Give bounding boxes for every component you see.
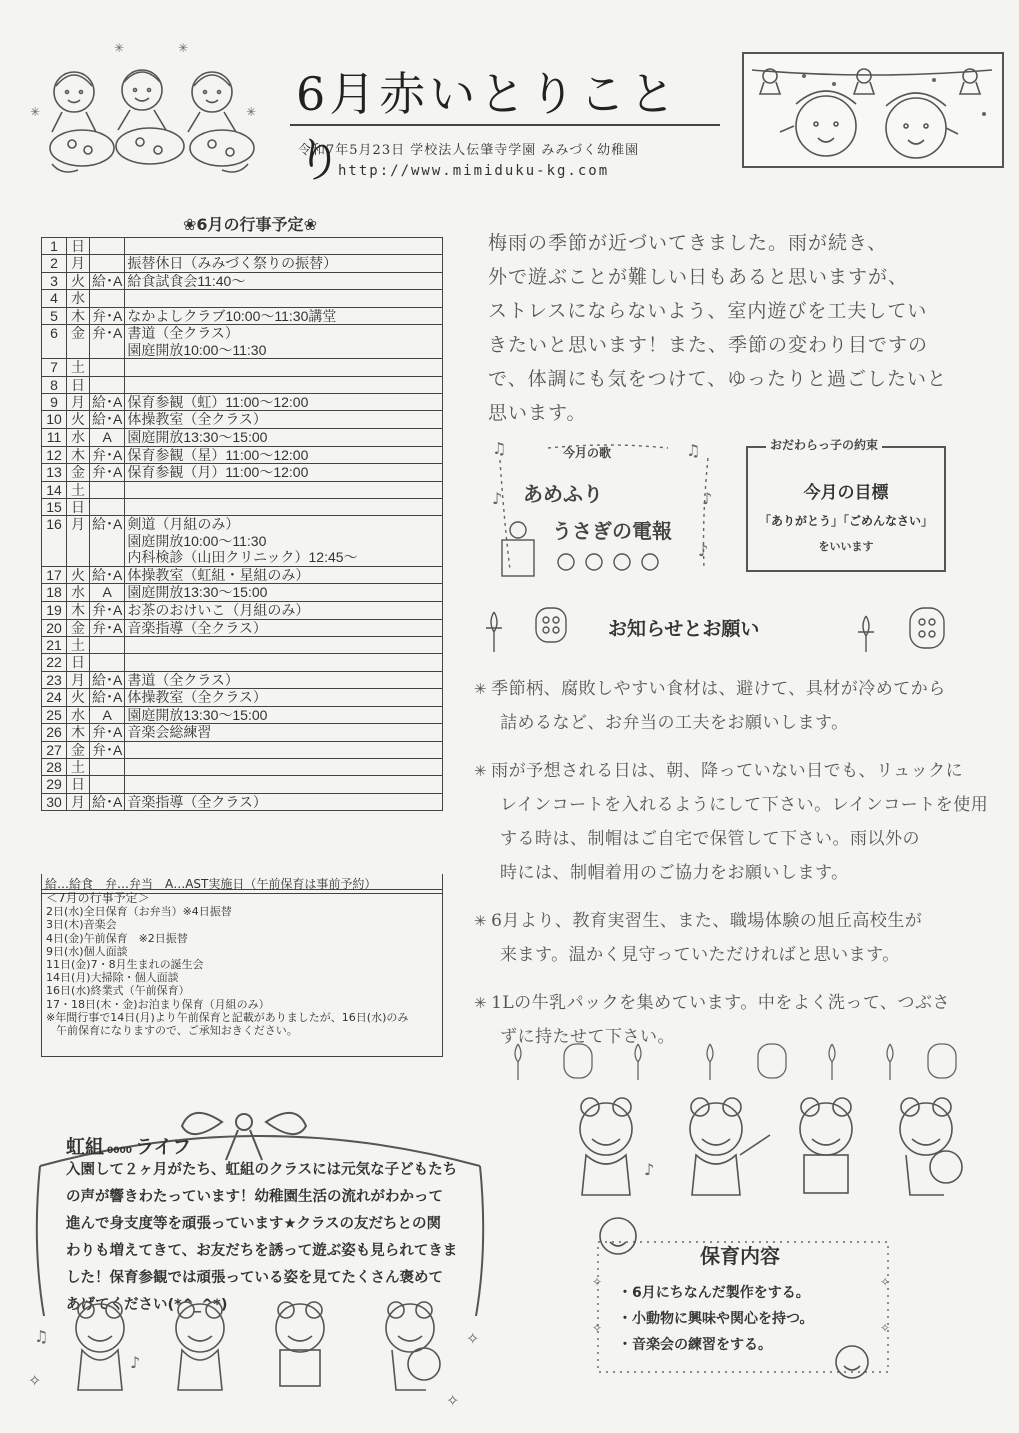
message-line: きたいと思います！また、季節の変わり目ですの [488, 334, 929, 356]
schedule-meal: A [90, 706, 125, 724]
schedule-weekday: 土 [67, 359, 90, 376]
schedule-event: 音楽指導（全クラス） [127, 793, 267, 810]
notices-list [474, 672, 994, 1068]
svg-text:♪: ♪ [130, 1353, 141, 1372]
schedule-row [42, 464, 443, 482]
class-life-line: した！保育参観では頑張っている姿を見てたくさん褒めて [66, 1270, 443, 1286]
july-item: 16日(水)終業式（午前保育） [46, 984, 190, 998]
schedule-events [125, 619, 443, 637]
svg-text:✧: ✧ [28, 1371, 42, 1390]
schedule-weekday: 水 [67, 706, 90, 724]
schedule-row [42, 619, 443, 637]
schedule-event: 園庭開放13:30～15:00 [127, 706, 268, 723]
notice-item [474, 904, 994, 972]
svg-text:✧: ✧ [466, 1329, 480, 1348]
schedule-day: 4 [42, 290, 67, 307]
schedule-meal: 弁･A [90, 724, 125, 742]
schedule-events [125, 689, 443, 707]
goal-text: 「ありがとう」「ごめんなさい」 [758, 514, 933, 528]
goal-text-continued: をいいます [818, 540, 874, 553]
schedule-meal [90, 654, 125, 671]
schedule-row [42, 481, 443, 498]
schedule-events [125, 376, 443, 393]
svg-text:✳: ✳ [246, 105, 257, 119]
schedule-legend: 給…給食 弁…弁当 A…AST実施日（午前保育は事前予約） [41, 874, 443, 894]
schedule-day: 15 [42, 498, 67, 515]
schedule-meal: 弁･A [90, 602, 125, 620]
schedule-row [42, 411, 443, 429]
issue-line: 令和7年5月23日 学校法人伝肇寺学園 みみづく幼稚園 [298, 143, 640, 158]
schedule-event: 園庭開放13:30～15:00 [127, 584, 268, 601]
schedule-event: 体操教室（虹組・星組のみ） [127, 566, 310, 583]
schedule-weekday: 水 [67, 290, 90, 307]
frog-band-illustration [560, 1095, 980, 1205]
schedule-row [42, 290, 443, 307]
class-life-heading: 虹組 0000 ライフ [66, 1136, 191, 1158]
schedule-events [125, 446, 443, 464]
svg-text:✧: ✧ [592, 1275, 603, 1289]
schedule-event: 書道（全クラス） [127, 325, 239, 342]
schedule-day: 18 [42, 584, 67, 602]
schedule-row [42, 671, 443, 689]
schedule-row [42, 393, 443, 411]
care-item: ・小動物に興味や関心を持つ。 [618, 1311, 814, 1327]
schedule-meal [90, 637, 125, 654]
notice-first-line [474, 754, 994, 788]
july-item: 9日(水)個人面談 [46, 944, 128, 958]
july-item: 14日(月)大掃除・個人面談 [46, 971, 179, 985]
newsletter-title: 6月赤いとりことり [296, 67, 680, 187]
schedule-day: 21 [42, 637, 67, 654]
schedule-day: 6 [42, 325, 67, 359]
notice-item [474, 754, 994, 890]
july-item: 2日(水)全日保育（お弁当）※4日振替 [46, 905, 232, 919]
song-heading: 今月の歌 [563, 446, 612, 460]
schedule-day: 14 [42, 481, 67, 498]
children-hydrangea-illustration [22, 36, 274, 186]
class-life-line: 進んで身支度等を頑張っています★クラスの友だちとの関 [66, 1216, 442, 1232]
message-line: 梅雨の季節が近づいてきました。雨が続き、 [488, 232, 888, 254]
schedule-events [125, 654, 443, 671]
schedule-weekday: 日 [67, 776, 90, 793]
schedule-day: 16 [42, 516, 67, 567]
schedule-weekday: 木 [67, 307, 90, 325]
schedule-row [42, 307, 443, 325]
schedule-events [125, 272, 443, 290]
message-line: で、体調にも気をつけて、ゆったりと過ごしたいと [488, 368, 948, 390]
notice-line: 6月より、教育実習生、また、職場体験の旭丘高校生が [491, 911, 923, 931]
july-heading: ＜7月の行事予定＞ [46, 891, 150, 905]
schedule-event: 音楽会総練習 [127, 724, 212, 741]
message-line: 外で遊ぶことが難しい日もあると思いますが、 [488, 266, 909, 288]
schedule-events [125, 602, 443, 620]
class-life-text [66, 1157, 464, 1319]
schedule-weekday: 月 [67, 393, 90, 411]
notice-item [474, 672, 994, 740]
schedule-meal: 給･A [90, 793, 125, 811]
schedule-meal: 弁･A [90, 307, 125, 325]
svg-text:♪: ♪ [702, 489, 713, 508]
schedule-weekday: 金 [67, 619, 90, 637]
svg-text:♫: ♫ [34, 1327, 49, 1346]
schedule-events [125, 464, 443, 482]
schedule-row [42, 238, 443, 255]
notice-line: 詰めるなど、お弁当の工夫をお願いします。 [500, 713, 849, 733]
july-note-continued: 午前保育になりますので、ご承知おきください。 [56, 1024, 298, 1038]
schedule-day: 1 [42, 238, 67, 255]
schedule-weekday: 木 [67, 602, 90, 620]
asterisk-icon: ✳ [474, 680, 488, 698]
schedule-events [125, 516, 443, 567]
july-schedule-box [41, 889, 443, 1057]
schedule-meal [90, 255, 125, 273]
schedule-event: 体操教室（全クラス） [127, 411, 267, 428]
schedule-meal: 給･A [90, 272, 125, 290]
promise-heading: おだわらっ子の約束 [766, 436, 882, 453]
svg-text:♪: ♪ [698, 541, 709, 560]
june-schedule-table [41, 237, 443, 811]
svg-text:♫: ♫ [492, 439, 507, 458]
class-life-line: 入園して２ヶ月がたち、虹組のクラスには元気な子どもたち [66, 1162, 458, 1178]
schedule-weekday: 金 [67, 325, 90, 359]
schedule-row [42, 325, 443, 359]
schedule-day: 17 [42, 566, 67, 584]
schedule-weekday: 木 [67, 446, 90, 464]
schedule-weekday: 土 [67, 759, 90, 776]
schedule-weekday: 月 [67, 793, 90, 811]
schedule-event: なかよしクラブ10:00～11:30講堂 [127, 307, 337, 324]
schedule-meal: 弁･A [90, 464, 125, 482]
schedule-events [125, 325, 443, 359]
schedule-events [125, 776, 443, 793]
schedule-day: 27 [42, 741, 67, 758]
asterisk-icon: ✳ [474, 994, 488, 1012]
july-item: 11日(金)7・8月生まれの誕生会 [46, 958, 204, 972]
schedule-row [42, 689, 443, 707]
schedule-events [125, 793, 443, 811]
schedule-day: 7 [42, 359, 67, 376]
schedule-meal: 給･A [90, 566, 125, 584]
notice-first-line [474, 904, 994, 938]
schedule-events [125, 428, 443, 446]
class-life-line: あげてください(*^_^*) [66, 1297, 228, 1313]
schedule-day: 5 [42, 307, 67, 325]
schedule-meal [90, 481, 125, 498]
schedule-events [125, 566, 443, 584]
schedule-meal: 給･A [90, 393, 125, 411]
schedule-row [42, 359, 443, 376]
schedule-events [125, 724, 443, 742]
title-underline [290, 124, 720, 126]
schedule-day: 3 [42, 272, 67, 290]
schedule-events [125, 584, 443, 602]
schedule-heading: ❀6月の行事予定❀ [183, 215, 317, 234]
asterisk-icon: ✳ [474, 762, 488, 780]
svg-text:♪: ♪ [644, 1160, 655, 1179]
schedule-day: 8 [42, 376, 67, 393]
notice-line: 時には、制帽着用のご協力をお願いします。 [500, 863, 849, 883]
schedule-weekday: 火 [67, 689, 90, 707]
schedule-events [125, 637, 443, 654]
schedule-weekday: 火 [67, 272, 90, 290]
schedule-weekday: 月 [67, 671, 90, 689]
schedule-row [42, 566, 443, 584]
schedule-meal [90, 290, 125, 307]
schedule-weekday: 日 [67, 376, 90, 393]
frog-choir-illustration [60, 1298, 470, 1414]
schedule-events [125, 255, 443, 273]
schedule-day: 2 [42, 255, 67, 273]
schedule-weekday: 日 [67, 654, 90, 671]
schedule-weekday: 日 [67, 498, 90, 515]
schedule-row [42, 759, 443, 776]
schedule-day: 30 [42, 793, 67, 811]
schedule-day: 19 [42, 602, 67, 620]
schedule-row [42, 428, 443, 446]
schedule-row [42, 446, 443, 464]
schedule-event: 書道（全クラス） [127, 671, 239, 688]
schedule-row [42, 724, 443, 742]
schedule-meal: 弁･A [90, 741, 125, 758]
july-item: 4日(金)午前保育 ※2日振替 [46, 931, 188, 945]
schedule-day: 28 [42, 759, 67, 776]
class-life-line: わりも増えてきて、お友だちを誘って遊ぶ姿も見られてきま [66, 1243, 458, 1259]
schedule-meal [90, 238, 125, 255]
schedule-event: 剣道（月組のみ） [127, 516, 240, 533]
care-contents-heading: 保育内容 [700, 1244, 780, 1268]
care-contents-list [618, 1280, 813, 1358]
schedule-weekday: 月 [67, 255, 90, 273]
children-teru-teru-illustration [742, 52, 1004, 168]
schedule-day: 11 [42, 428, 67, 446]
schedule-events [125, 481, 443, 498]
schedule-meal: A [90, 584, 125, 602]
schedule-weekday: 水 [67, 584, 90, 602]
schedule-meal: 給･A [90, 671, 125, 689]
schedule-events [125, 307, 443, 325]
song-title-1: あめふり [523, 482, 603, 506]
notice-line: 季節柄、腐敗しやすい食材は、避けて、具材が冷めてから [491, 679, 946, 699]
schedule-events [125, 498, 443, 515]
schedule-day: 22 [42, 654, 67, 671]
schedule-row [42, 637, 443, 654]
svg-text:✧: ✧ [880, 1275, 891, 1289]
svg-text:♫: ♫ [686, 441, 701, 460]
greeting-message [488, 226, 988, 430]
schedule-weekday: 日 [67, 238, 90, 255]
schedule-day: 9 [42, 393, 67, 411]
notice-first-line [474, 986, 994, 1020]
schedule-row [42, 654, 443, 671]
goal-heading: 今月の目標 [803, 483, 889, 503]
care-item: ・音楽会の練習をする。 [618, 1337, 772, 1353]
notice-first-line [474, 672, 994, 706]
schedule-day: 26 [42, 724, 67, 742]
svg-text:✳: ✳ [178, 41, 189, 55]
schedule-weekday: 土 [67, 637, 90, 654]
schedule-day: 29 [42, 776, 67, 793]
schedule-weekday: 木 [67, 724, 90, 742]
schedule-event: 体操教室（全クラス） [127, 689, 267, 706]
schedule-events [125, 290, 443, 307]
schedule-weekday: 水 [67, 428, 90, 446]
notice-line: ずに持たせて下さい。 [500, 1027, 675, 1047]
schedule-row [42, 255, 443, 273]
class-life-line: の声が響きわたっています！幼稚園生活の流れがわかって [66, 1189, 443, 1205]
schedule-day: 13 [42, 464, 67, 482]
schedule-row [42, 584, 443, 602]
schedule-events [125, 238, 443, 255]
schedule-event: 保育参観（星）11:00～12:00 [127, 446, 309, 463]
schedule-meal: 弁･A [90, 325, 125, 359]
schedule-events [125, 671, 443, 689]
schedule-event: 保育参観（月）11:00～12:00 [127, 464, 309, 481]
schedule-event: 給食試食会11:40～ [127, 272, 246, 289]
schedule-event: 振替休日（みみづく祭りの振替） [127, 255, 338, 272]
notices-heading: お知らせとお願い [608, 618, 760, 640]
schedule-events [125, 706, 443, 724]
flower-row-icon [500, 1038, 960, 1084]
schedule-row [42, 776, 443, 793]
svg-text:✧: ✧ [880, 1321, 891, 1335]
schedule-events [125, 359, 443, 376]
schedule-row [42, 602, 443, 620]
schedule-weekday: 月 [67, 516, 90, 567]
song-title-2: うさぎの電報 [552, 519, 672, 543]
schedule-meal [90, 498, 125, 515]
schedule-event: お茶のおけいこ（月組のみ） [127, 602, 310, 619]
schedule-row [42, 706, 443, 724]
schedule-row [42, 498, 443, 515]
schedule-meal [90, 776, 125, 793]
svg-text:✧: ✧ [592, 1321, 603, 1335]
schedule-row [42, 376, 443, 393]
schedule-row [42, 741, 443, 758]
schedule-meal: 弁･A [90, 619, 125, 637]
schedule-event: 園庭開放10:00～11:30 [127, 341, 267, 358]
schedule-meal [90, 376, 125, 393]
july-item: 17・18日(木・金)お泊まり保育（月組のみ） [46, 997, 270, 1011]
message-line: 思います。 [488, 402, 587, 424]
schedule-day: 20 [42, 619, 67, 637]
schedule-day: 23 [42, 671, 67, 689]
schedule-day: 24 [42, 689, 67, 707]
schedule-meal [90, 759, 125, 776]
schedule-meal: 給･A [90, 689, 125, 707]
schedule-row [42, 272, 443, 290]
schedule-day: 25 [42, 706, 67, 724]
schedule-weekday: 火 [67, 566, 90, 584]
july-item: 3日(木)音楽会 [46, 918, 117, 932]
schedule-event: 園庭開放10:00～11:30 [127, 532, 267, 549]
schedule-meal: A [90, 428, 125, 446]
schedule-event: 保育参観（虹）11:00～12:00 [127, 393, 309, 410]
schedule-events [125, 741, 443, 758]
july-note: ※年間行事で14日(月)より午前保育と記載がありましたが、16日(水)のみ [46, 1010, 409, 1024]
svg-text:✳: ✳ [114, 41, 125, 55]
schedule-events [125, 411, 443, 429]
care-item: ・6月にちなんだ製作をする。 [618, 1285, 810, 1301]
schedule-row [42, 516, 443, 567]
svg-text:♪: ♪ [492, 489, 503, 508]
schedule-row [42, 793, 443, 811]
schedule-events [125, 759, 443, 776]
notice-line: レインコートを入れるようにして下さい。レインコートを使用 [500, 795, 989, 815]
schedule-weekday: 火 [67, 411, 90, 429]
website-url[interactable]: http://www.mimiduku-kg.com [338, 163, 610, 179]
schedule-meal: 給･A [90, 411, 125, 429]
schedule-event: 園庭開放13:30～15:00 [127, 428, 268, 445]
svg-text:✳: ✳ [30, 105, 41, 119]
notice-line: する時は、制帽はご自宅で保管して下さい。雨以外の [500, 829, 920, 849]
schedule-weekday: 金 [67, 741, 90, 758]
schedule-weekday: 金 [67, 464, 90, 482]
notice-line: 1Lの牛乳パックを集めています。中をよく洗って、つぶさ [491, 993, 950, 1013]
schedule-weekday: 土 [67, 481, 90, 498]
notice-line: 雨が予想される日は、朝、降っていない日でも、リュックに [491, 761, 964, 781]
svg-text:✧: ✧ [446, 1391, 460, 1410]
schedule-event: 内科検診（山田クリニック）12:45～ [127, 549, 358, 566]
schedule-meal: 給･A [90, 516, 125, 567]
schedule-events [125, 393, 443, 411]
schedule-day: 10 [42, 411, 67, 429]
message-line: ストレスにならないよう、室内遊びを工夫してい [488, 300, 928, 322]
schedule-meal: 弁･A [90, 446, 125, 464]
schedule-day: 12 [42, 446, 67, 464]
schedule-event: 音楽指導（全クラス） [127, 619, 267, 636]
notice-line: 来ます。温かく見守っていただければと思います。 [500, 945, 900, 965]
asterisk-icon: ✳ [474, 912, 488, 930]
schedule-meal [90, 359, 125, 376]
